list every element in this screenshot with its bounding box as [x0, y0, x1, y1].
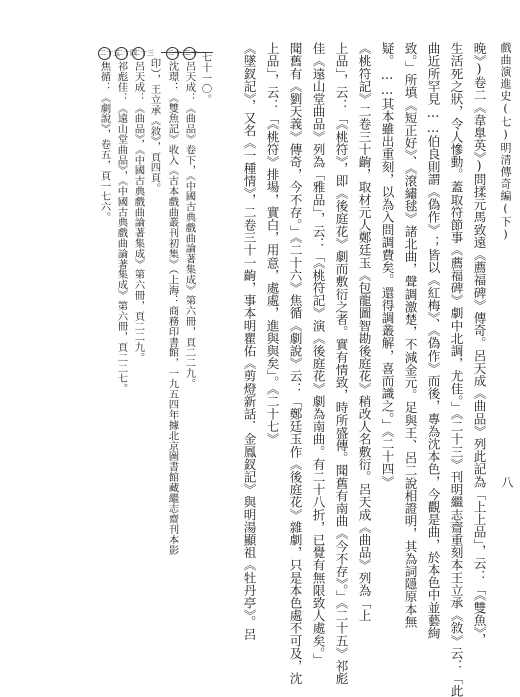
footnote — [200, 52, 210, 484]
footnote — [115, 46, 137, 478]
body-column: 聞舊有《劉天義》傳奇，今不存。」《二十六》焦循《劇說》云：「鄭廷玉作《後庭花》雜劇，只是本色處不可及，沈 — [287, 42, 303, 685]
footnote-text: 沈璟：《雙魚記》收入《古本戲曲叢刊初集》（上海：商務印書館，一九五四年據北京圖書館藏繼志齋刊本影 — [166, 61, 179, 555]
footnote-number: 二十一 — [183, 47, 196, 60]
body-column: 疑。……其本雖出重刻，以為入問調費矣。還得調叢解，喜而識之。」《二十四》 — [379, 42, 395, 488]
body-column: 佳《遠山堂曲品》列為「雅品」，云：「《桃符記》演《後庭花》劇為南曲。有二十八折，已覺有無限致人處矣。」 — [310, 42, 326, 666]
footnote-text: 焦循：《劇說》，卷五，頁一七六。 — [98, 61, 111, 223]
body-column: 晚》)卷二《韋臯英》)問揉元馬致遠《薦福碑》傳奇。呂天成《曲品》列此記為「上上品」，云：「《雙魚》， — [471, 42, 487, 646]
footnote — [149, 58, 159, 490]
footnote-text: 呂天成：《曲品》卷下，《中國古典戲曲論著集成》第六冊，頁二二九。 — [183, 61, 196, 389]
body-column: 曲近所罕見……伯良則謂《偽作》；皆以《紅梅》、《偽作》而後，專為沈本色，今觀是曲，於本色中並藝絢 — [425, 42, 441, 639]
footnote — [98, 46, 120, 478]
running-head: 戲曲演進史(七)明清傳奇編(下) — [499, 42, 512, 242]
body-column: 上品」，云：「《桃符》，即《後庭花》劇而敷衍之者。實有情致，時所盛傳。聞舊有南曲《今不存》。」《二十五》祁彪 — [333, 42, 349, 685]
body-column: 《墜釵記》，又名《一種情》，二卷三十一齣，事本明瞿佑《剪燈新話．金鳳釵記》與明湯顯祖《牡丹亭》。呂 — [241, 42, 257, 641]
footnote — [183, 46, 205, 478]
page-number: 八 — [500, 476, 514, 488]
body-column: 生活死之狀，令人慘動。蓋取符節事《薦福碑》劇中北調，尤佳。」《二十三》刊明繼志齋重刻本王立承《敘》云：「此 — [448, 42, 464, 697]
footnote-text: 印），王立承《敘》，頁四頁。 — [148, 58, 161, 194]
footnote-number: 二十五 — [98, 47, 111, 60]
body-column: 致。」所填《短正好》、《滾繡毬》諸北曲，聲調激楚，不減金元。足與王、呂二說相證明，其為詞隱原本無 — [402, 42, 418, 628]
footnote — [132, 46, 154, 478]
body-column: 上品」，云：「《桃符》排場，實白，用意，處處，進與與矣」。《二十七》 — [264, 42, 280, 446]
footnote-text: 祁彪佳：《遠山堂曲品》，《中國古典戲曲論著集成》第六冊，頁二二七。 — [115, 61, 128, 394]
footnote-text: 七十一〇。 — [199, 52, 212, 104]
footnote — [166, 46, 188, 555]
footnote-number: 二十三 — [132, 47, 145, 60]
footnote-number: 二十四 — [115, 47, 128, 60]
footnote-text: 呂天成：《曲品》，《中國古典戲曲論著集成》第六冊，頁二二九。 — [132, 61, 145, 363]
footnote-number: 二十二 — [166, 47, 179, 60]
body-column: 《桃符記》二卷三十齣，取材元人鄭廷玉《包龍圖智勘後庭花》稍改人名敷衍。呂天成《曲品》列為「上 — [356, 42, 372, 622]
